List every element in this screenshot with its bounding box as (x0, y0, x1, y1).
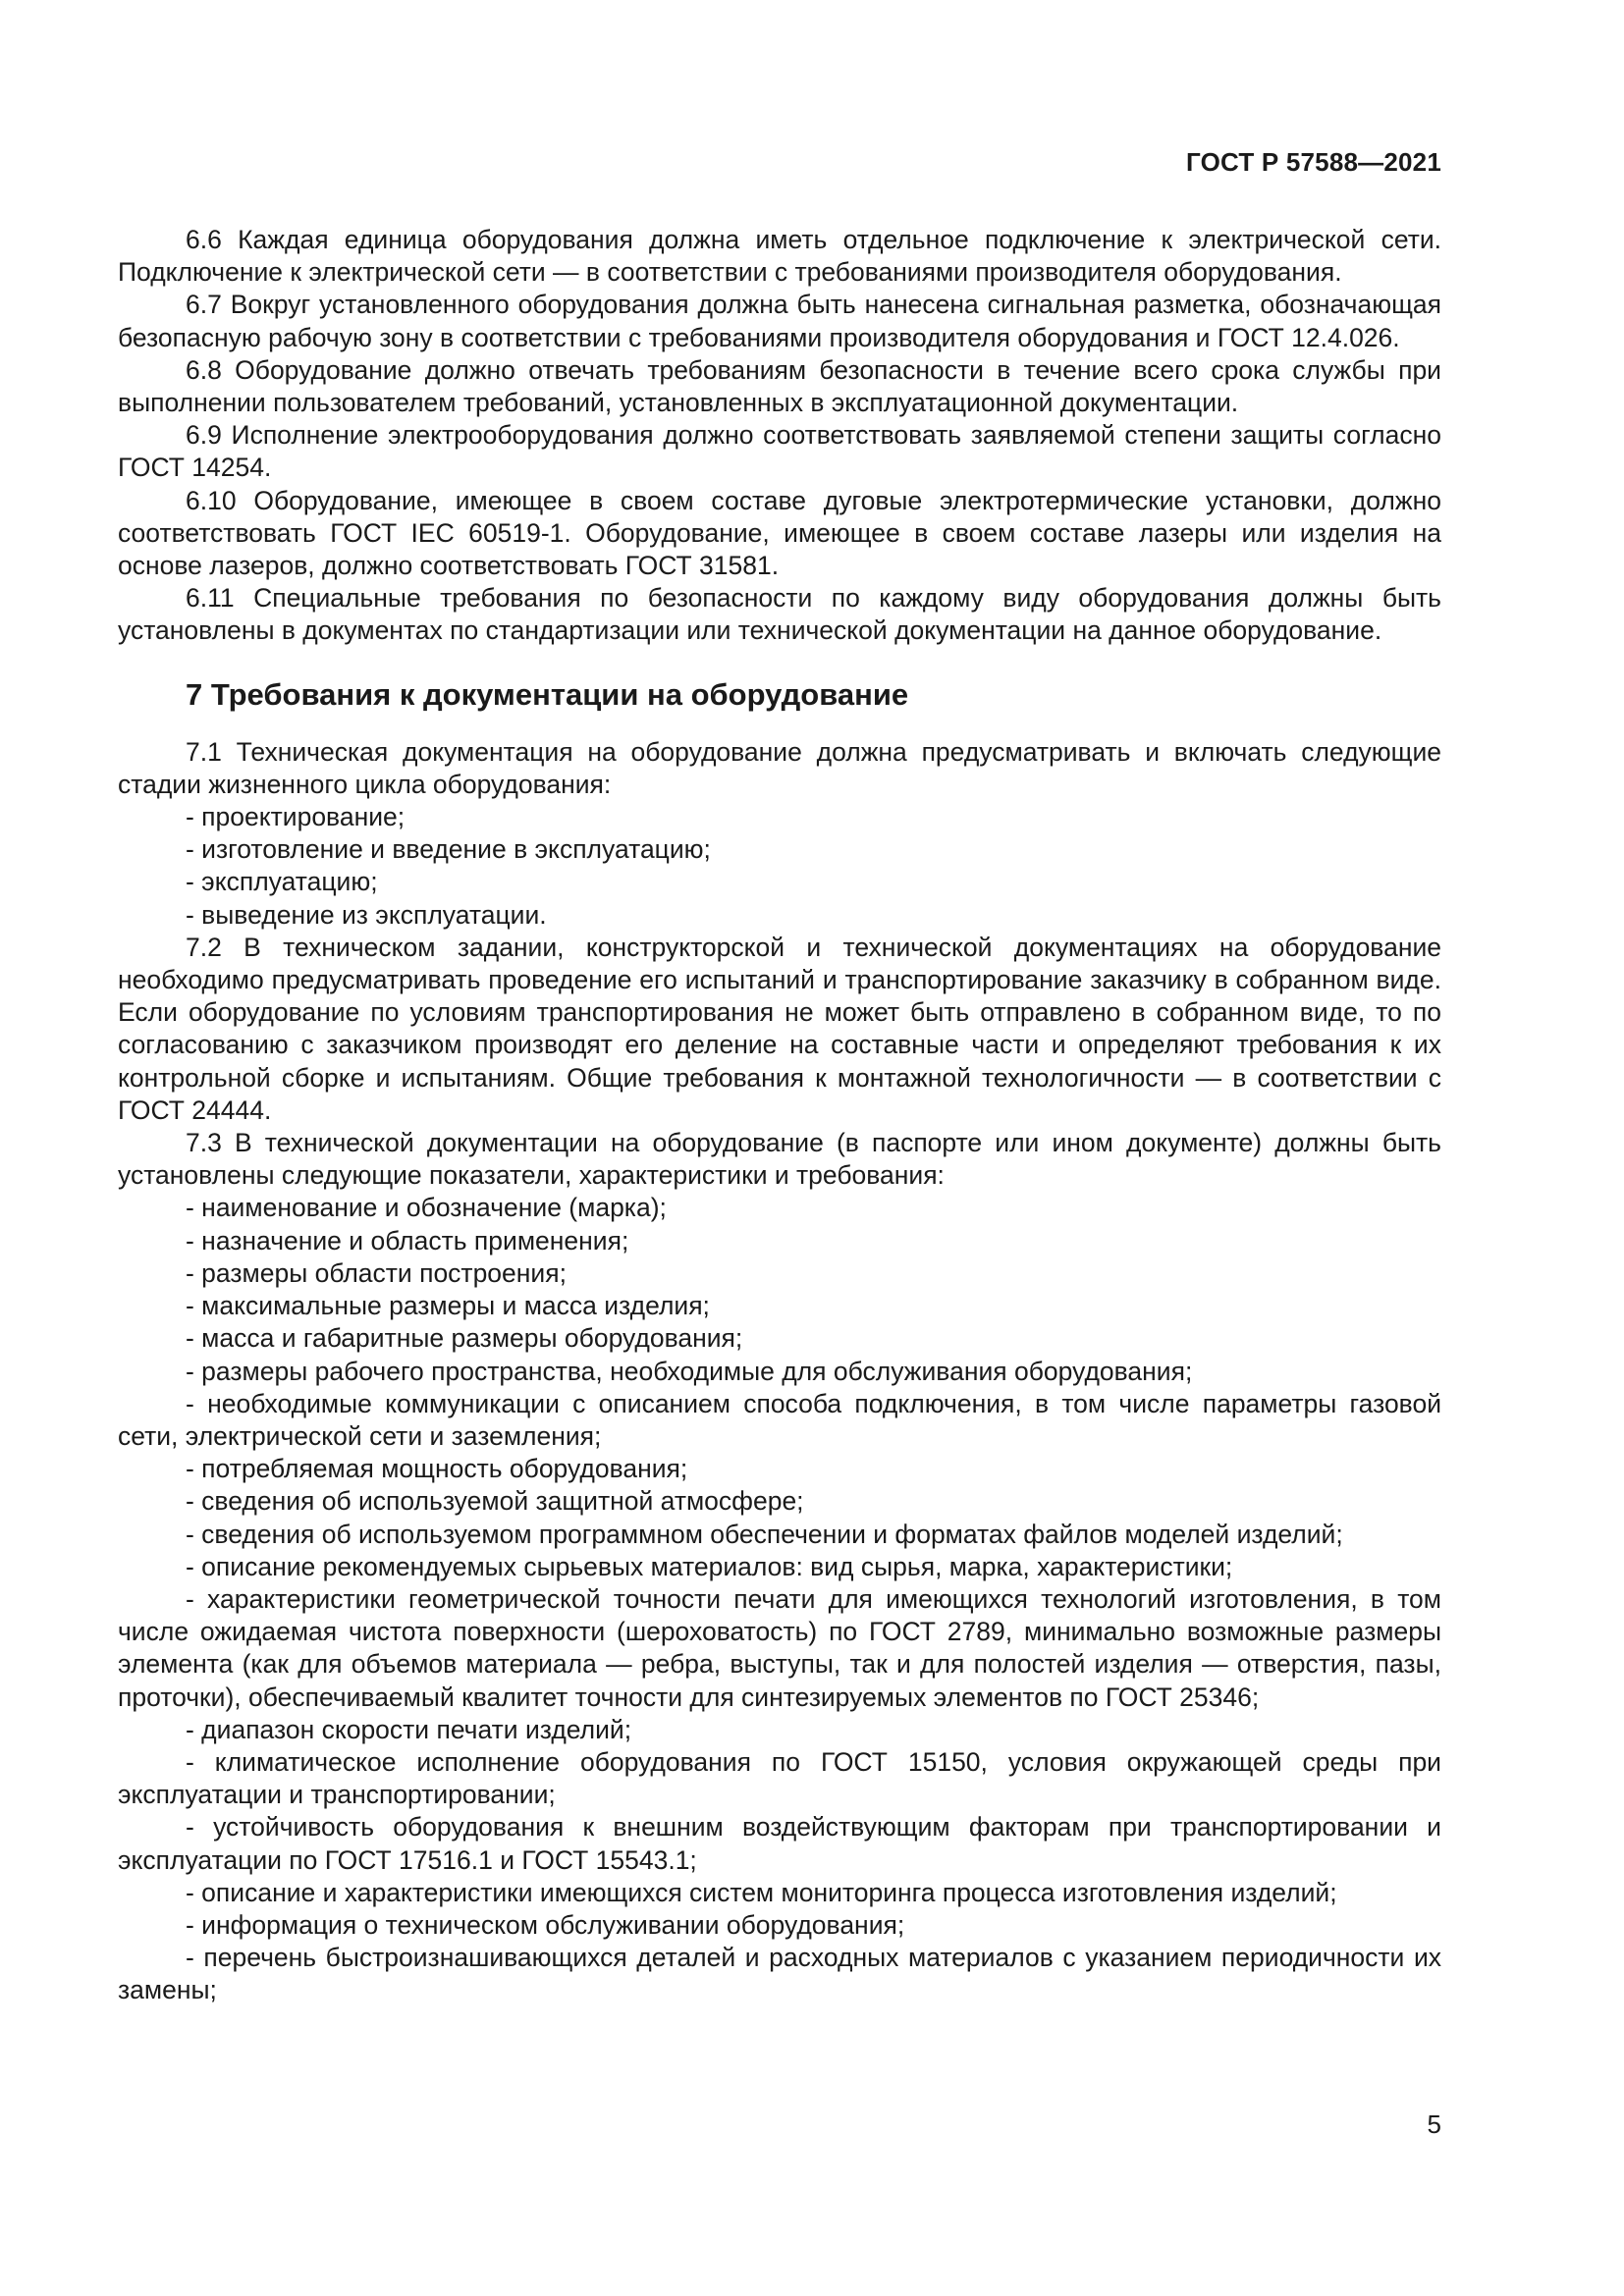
list-item: - описание и характеристики имеющихся систем мониторинга процесса изготовления изделий; (186, 1877, 1337, 1907)
list-item: - перечень быстроизнашивающихся деталей и расходных материалов с указанием периодичности их замены; (118, 1943, 1441, 2005)
list-item: - изготовление и введение в эксплуатацию; (186, 834, 711, 865)
list-item: - назначение и область применения; (186, 1225, 629, 1255)
paragraph-6-6: 6.6 Каждая единица оборудования должна иметь отдельное подключение к электрической сети. Подключение к электрической сети — в соответствии с требованиями производителя оборудования. (118, 225, 1441, 288)
paragraph-6-9: 6.9 Исполнение электрооборудования должно соответствовать заявляемой степени защиты согласно ГОСТ 14254. (118, 420, 1441, 483)
paragraph-6-7: 6.7 Вокруг установленного оборудования должна быть нанесена сигнальная разметка, обозначающая безопасную рабочую зону в соответствии с требованиями производителя оборудования и ГОСТ 12.4.026. (118, 290, 1441, 352)
list-item: - выведение из эксплуатации. (186, 899, 547, 930)
document-header-standard-code: ГОСТ Р 57588—2021 (1186, 147, 1441, 177)
list-item: - размеры области построения; (186, 1257, 567, 1288)
list-item: - максимальные размеры и масса изделия; (186, 1291, 710, 1321)
list-item: - необходимые коммуникации с описанием способа подключения, в том числе параметры газовой сети, электрической сети и заземления; (118, 1388, 1441, 1451)
list-item: - диапазон скорости печати изделий; (186, 1714, 632, 1744)
list-item: - информация о техническом обслуживании оборудования; (186, 1909, 905, 1940)
section-7-heading: 7 Требования к документации на оборудование (186, 676, 909, 712)
paragraph-7-2: 7.2 В техническом задании, конструкторской и технической документациях на оборудование необходимо предусматривать проведение его испытаний и транспортирование заказчику в собранном виде. Если оборудование по условиям транспортирования не может быть отправлено в собранном виде, то по согласованию с заказчиком производят его деление на составные части и определяют требования к их контрольной сборке и испытаниям. Общие требования к монтажной технологичности — в соответствии с ГОСТ 24444. (118, 932, 1441, 1125)
page-number: 5 (1427, 2109, 1441, 2139)
paragraph-6-8: 6.8 Оборудование должно отвечать требованиям безопасности в течение всего срока службы при выполнении пользователем требований, установленных в эксплуатационной документации. (118, 354, 1441, 418)
paragraph-6-11: 6.11 Специальные требования по безопасности по каждому виду оборудования должны быть установлены в документах по стандартизации или технической документации на данное оборудование. (118, 583, 1441, 646)
list-item: - сведения об используемой защитной атмосфере; (186, 1486, 804, 1517)
list-item: - устойчивость оборудования к внешним воздействующим факторам при транспортировании и эксплуатации по ГОСТ 17516.1 и ГОСТ 15543.1; (118, 1812, 1441, 1875)
list-item: - климатическое исполнение оборудования по ГОСТ 15150, условия окружающей среды при эксплуатации и транспортировании; (118, 1746, 1441, 1810)
list-item: - характеристики геометрической точности печати для имеющихся технологий изготовления, в том числе ожидаемая чистота поверхности (шероховатость) по ГОСТ 2789, минимально возможные размеры элемента (как для объемов материала — ребра, выступы, так и для полостей изделия — отверстия, пазы, проточки), обеспечиваемый квалитет точности для синтезируемых элементов по ГОСТ 25346; (118, 1583, 1441, 1712)
paragraph-7-3: 7.3 В технической документации на оборудование (в паспорте или ином документе) должны быть установлены следующие показатели, характеристики и требования: (118, 1128, 1441, 1191)
page-content (118, 224, 1441, 2007)
list-item: - проектирование; (186, 802, 406, 832)
paragraph-7-1: 7.1 Техническая документация на оборудование должна предусматривать и включать следующие стадии жизненного цикла оборудования: (118, 736, 1441, 799)
list-item: - описание рекомендуемых сырьевых материалов: вид сырья, марка, характеристики; (186, 1551, 1233, 1581)
list-item: - размеры рабочего пространства, необходимые для обслуживания оборудования; (186, 1356, 1193, 1386)
list-item: - масса и габаритные размеры оборудования; (186, 1323, 743, 1354)
list-item: - потребляемая мощность оборудования; (186, 1454, 688, 1484)
list-item: - наименование и обозначение (марка); (186, 1193, 667, 1223)
list-item: - эксплуатацию; (186, 867, 378, 897)
list-item: - сведения об используемом программном обеспечении и форматах файлов моделей изделий; (186, 1519, 1343, 1549)
paragraph-6-10: 6.10 Оборудование, имеющее в своем составе дуговые электротермические установки, должно соответствовать ГОСТ IEC 60519-1. Оборудование, имеющее в своем составе лазеры или изделия на основе лазеров, должно соответствовать ГОСТ 31581. (118, 485, 1441, 581)
